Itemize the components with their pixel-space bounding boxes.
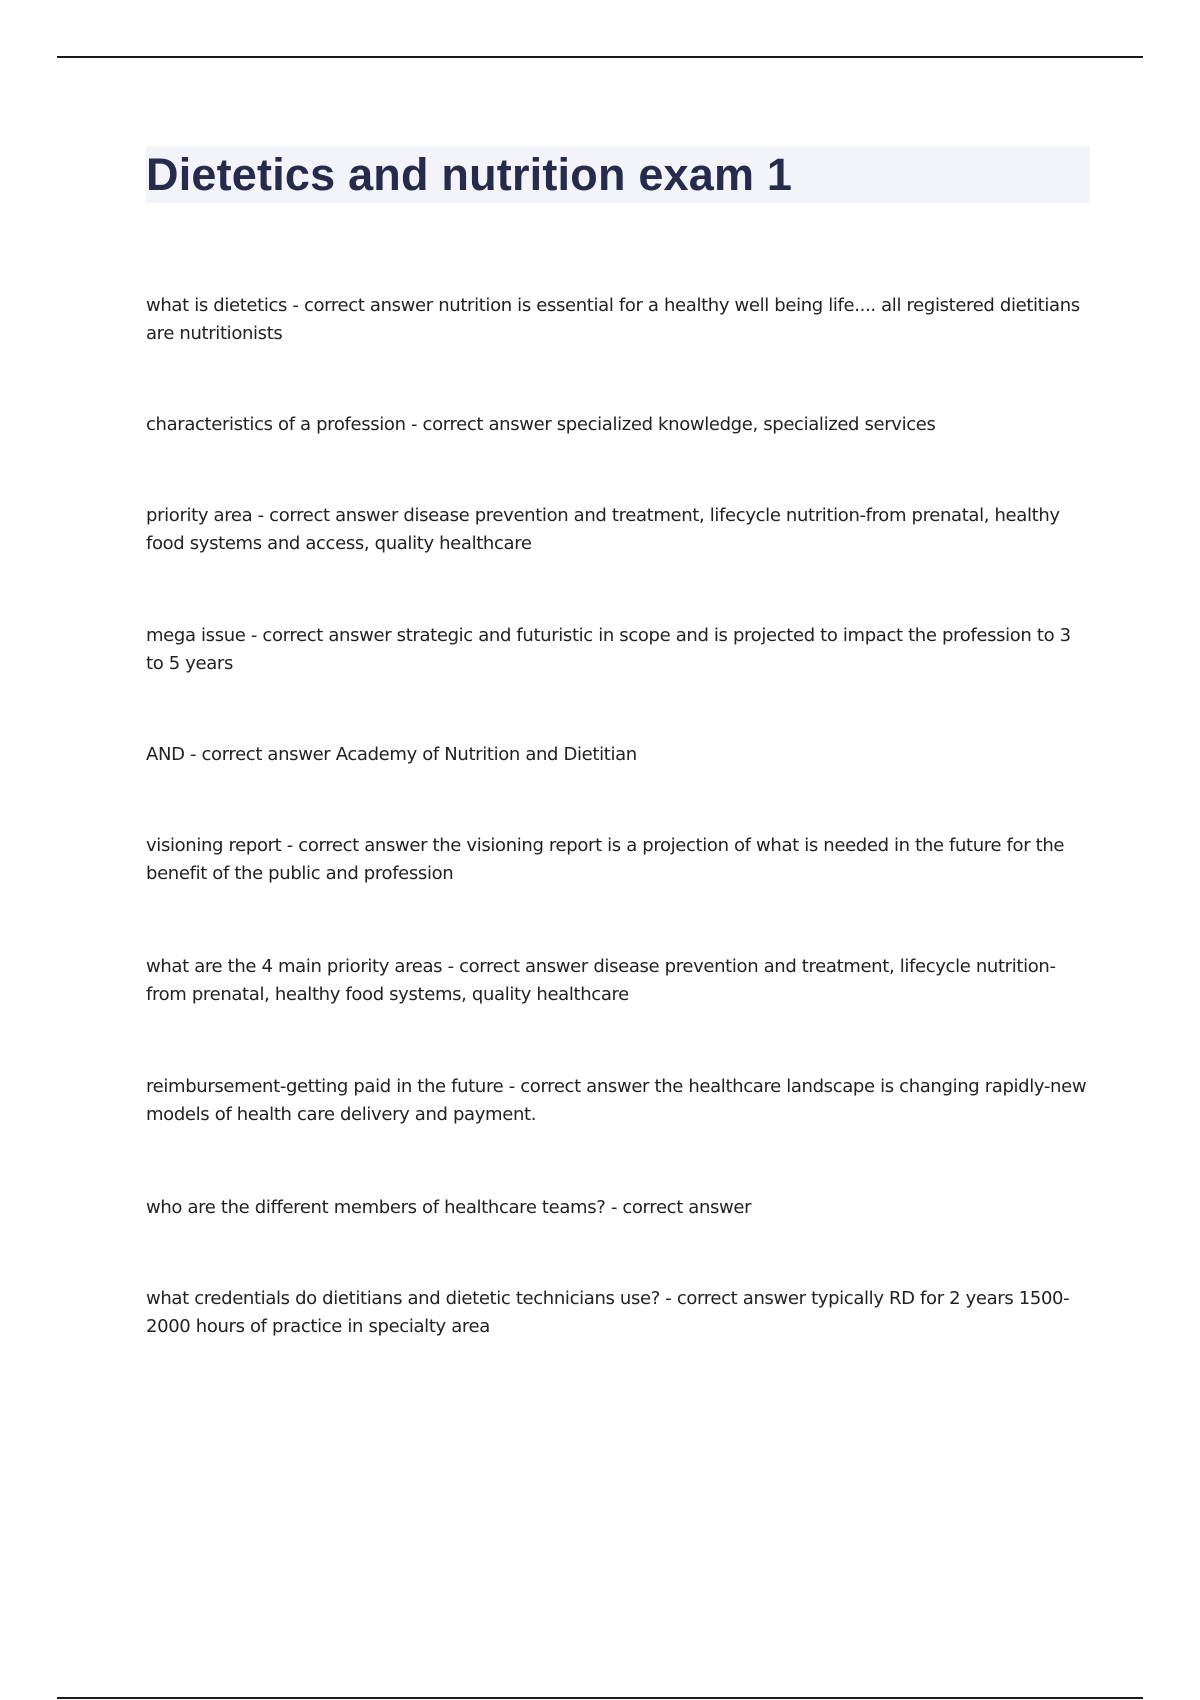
qa-item-10	[146, 1285, 1090, 1341]
question: priority area	[146, 505, 253, 526]
answer: typically RD for 2 years 1500-2000 hours of practice in specialty area	[146, 1288, 1070, 1337]
answer-label: correct answer	[520, 1076, 650, 1097]
answer: strategic and futuristic in scope and is projected to impact the profession to 3 to 5 years	[146, 625, 1071, 674]
answer: nutrition is essential for a healthy well being life.... all registered dietitians are nutritionists	[146, 295, 1080, 344]
answer-label: correct answer	[269, 505, 399, 526]
question: what credentials do dietitians and dietetic technicians use?	[146, 1288, 660, 1309]
answer-label: correct answer	[303, 295, 433, 316]
answer: disease prevention and treatment, lifecycle nutrition-from prenatal, healthy food systems, quality healthcare	[146, 956, 1056, 1005]
answer: Academy of Nutrition and Dietitian	[335, 744, 637, 765]
answer-label: correct answer	[422, 414, 552, 435]
answer-label: correct answer	[676, 1288, 806, 1309]
bottom-rule	[57, 1697, 1143, 1699]
separator: -	[184, 744, 202, 765]
answer-label: correct answer	[459, 956, 588, 977]
qa-item-4	[146, 622, 1090, 678]
separator: -	[281, 835, 299, 856]
qa-item-1	[146, 292, 1090, 348]
qa-item-6	[146, 832, 1090, 888]
answer-label: correct answer	[262, 625, 392, 646]
question: reimbursement-getting paid in the future	[146, 1076, 504, 1097]
question: characteristics of a profession	[146, 414, 406, 435]
question: mega issue	[146, 625, 246, 646]
qa-item-3	[146, 502, 1090, 558]
qa-item-8	[146, 1073, 1090, 1129]
page-title: Dietetics and nutrition exam 1	[146, 149, 793, 200]
qa-item-5	[146, 741, 1090, 769]
answer-label: correct answer	[622, 1197, 752, 1218]
separator: -	[659, 1288, 677, 1309]
separator: -	[252, 505, 270, 526]
answer-label: correct answer	[201, 744, 331, 765]
question: what are the 4 main priority areas	[146, 956, 443, 977]
separator: -	[442, 956, 460, 977]
answer: specialized knowledge, specialized services	[556, 414, 936, 435]
separator: -	[503, 1076, 521, 1097]
separator: -	[405, 414, 423, 435]
question: AND	[146, 744, 185, 765]
qa-item-7	[146, 953, 1090, 1009]
separator: -	[245, 625, 263, 646]
answer: the visioning report is a projection of what is needed in the future for the benefit of the public and profession	[146, 835, 1065, 884]
question: who are the different members of healthcare teams?	[146, 1197, 606, 1218]
answer: the healthcare landscape is changing rapidly-new models of health care delivery and payment.	[146, 1076, 1087, 1125]
top-rule	[57, 56, 1143, 58]
question: visioning report	[146, 835, 282, 856]
question: what is dietetics	[146, 295, 288, 316]
answer: disease prevention and treatment, lifecycle nutrition-from prenatal, healthy food systems and access, quality healthcare	[146, 505, 1060, 554]
qa-item-2	[146, 411, 1090, 439]
answer-label: correct answer	[298, 835, 428, 856]
qa-item-9	[146, 1194, 1090, 1222]
separator: -	[605, 1197, 623, 1218]
separator: -	[287, 295, 304, 316]
